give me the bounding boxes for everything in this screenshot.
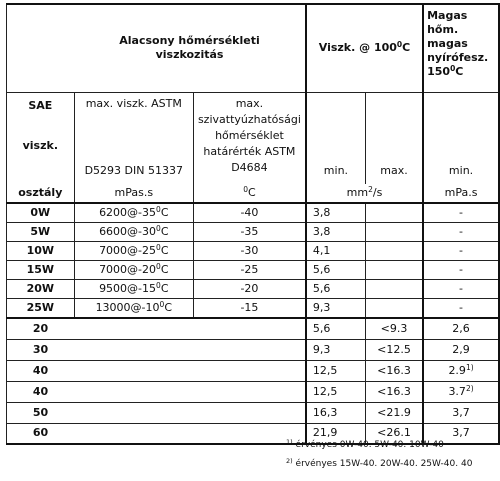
pump-temp-cell: -35 [193,222,305,241]
grade-cell: 50 [7,402,75,423]
min-header: min. [306,92,366,184]
sae-label-line1: SAE [28,98,53,112]
max-cell [365,298,423,318]
grade-cell: 40 [7,381,75,402]
min-cell: 3,8 [306,203,366,222]
grade-cell: 5W [7,222,75,241]
unit-mpas: mPas.s [74,184,193,203]
empty-cell [193,318,305,339]
hths-cell: - [423,203,499,222]
max-cell: <21.9 [365,402,423,423]
empty-cell [74,360,193,381]
winter-row [7,279,500,298]
max-cell: <16.3 [365,381,423,402]
min-cell: 16,3 [306,402,366,423]
empty-cell [193,402,305,423]
sae-viscosity-table [6,3,500,445]
empty-cell [74,339,193,360]
group-high-temp-header: Magas hőm. magas nyírófesz. $150^0C$ [423,4,499,92]
max-cell: <16.3 [365,360,423,381]
group-header-row [7,4,500,92]
column-header-row [7,92,500,184]
min-cell: 3,8 [306,222,366,241]
empty-cell [74,318,193,339]
empty-cell [193,339,305,360]
max-cell [365,222,423,241]
grade-cell: 20 [7,318,75,339]
max-visc-header [74,92,193,184]
min-cell: 9,3 [306,298,366,318]
group-low-temp-header: Alacsony hőmérsékleti viszkozitás [74,4,306,92]
unit-mm2s: $mm^2/s$ [306,184,423,203]
hths-cell: - [423,241,499,260]
summer-row [7,318,500,339]
pump-temp-header: max. szivattyúzhatósági hőmérséklet határérték ASTM D4684 [193,92,305,184]
hths-cell: 3,7 [423,423,499,444]
max-cell: <9.3 [365,318,423,339]
max-cell [365,279,423,298]
empty-cell [193,381,305,402]
unit-celsius: $^0$C [193,184,305,203]
winter-row [7,241,500,260]
summer-row [7,381,500,402]
sae-label-cell [7,92,75,184]
min-cell: 5,6 [306,318,366,339]
max-visc-cell: $9500@-15^0C$ [74,279,193,298]
min-cell: 12,5 [306,381,366,402]
empty-cell [74,423,193,444]
winter-row [7,298,500,318]
hths-cell: 3,7 [423,402,499,423]
pump-temp-cell: -40 [193,203,305,222]
empty-cell [74,402,193,423]
grade-cell: 60 [7,423,75,444]
summer-row [7,339,500,360]
grade-cell: 15W [7,260,75,279]
sae-label-line2: viszk. [22,138,58,152]
max-visc-cell: $7000@-25^0C$ [74,241,193,260]
max-cell [365,203,423,222]
max-header: max. [365,92,423,184]
summer-row [7,402,500,423]
min-cell: 5,6 [306,260,366,279]
max-visc-cell: $7000@-20^0C$ [74,260,193,279]
group-visc-100-header: Viszk. @ $100^0C$ [306,4,423,92]
summer-row [7,360,500,381]
grade-cell: 25W [7,298,75,318]
max-visc-cell: $6200@-35^0C$ [74,203,193,222]
min-cell: 4,1 [306,241,366,260]
empty-cell [74,381,193,402]
hths-cell: - [423,222,499,241]
min-cell: 9,3 [306,339,366,360]
min-cell: 21,9 [306,423,366,444]
footnote-2: $^{2)}$ érvényes 15W-40. 20W-40. 25W-40. 40 [286,457,473,469]
pump-temp-cell: -15 [193,298,305,318]
min-cell: 5,6 [306,279,366,298]
max-cell: <26.1 [365,423,423,444]
corner-cell [7,4,75,92]
grade-cell: 20W [7,279,75,298]
min-cell: 12,5 [306,360,366,381]
grade-cell: 40 [7,360,75,381]
winter-row [7,203,500,222]
max-cell [365,260,423,279]
winter-row [7,260,500,279]
empty-cell [193,360,305,381]
hths-cell: 2,6 [423,318,499,339]
grade-cell: 0W [7,203,75,222]
winter-row [7,222,500,241]
max-visc-cell: $6600@-30^0C$ [74,222,193,241]
grade-cell: 30 [7,339,75,360]
pump-temp-cell: -25 [193,260,305,279]
pump-temp-cell: -30 [193,241,305,260]
max-visc-cell: $13000@-10^0C$ [74,298,193,318]
hths-min-header: min. [423,92,499,184]
hths-cell: 2,9 [423,339,499,360]
pump-temp-cell: -20 [193,279,305,298]
footnote-1: $^{1)}$ érvényes 0W-40. 5W-40. 10W-40 [286,438,444,450]
sae-label-line3: osztály [7,184,75,203]
unit-hths: mPa.s [423,184,499,203]
hths-cell: - [423,260,499,279]
grade-cell: 10W [7,241,75,260]
max-visc-header-bottom: D5293 DIN 51337 [84,164,183,177]
max-cell: <12.5 [365,339,423,360]
hths-cell: 2.9$^{1)}$ [423,360,499,381]
hths-cell: - [423,279,499,298]
units-row [7,184,500,203]
max-visc-header-top: max. viszk. ASTM [85,96,182,110]
max-cell [365,241,423,260]
hths-cell: 3.7$^{2)}$ [423,381,499,402]
hths-cell: - [423,298,499,318]
